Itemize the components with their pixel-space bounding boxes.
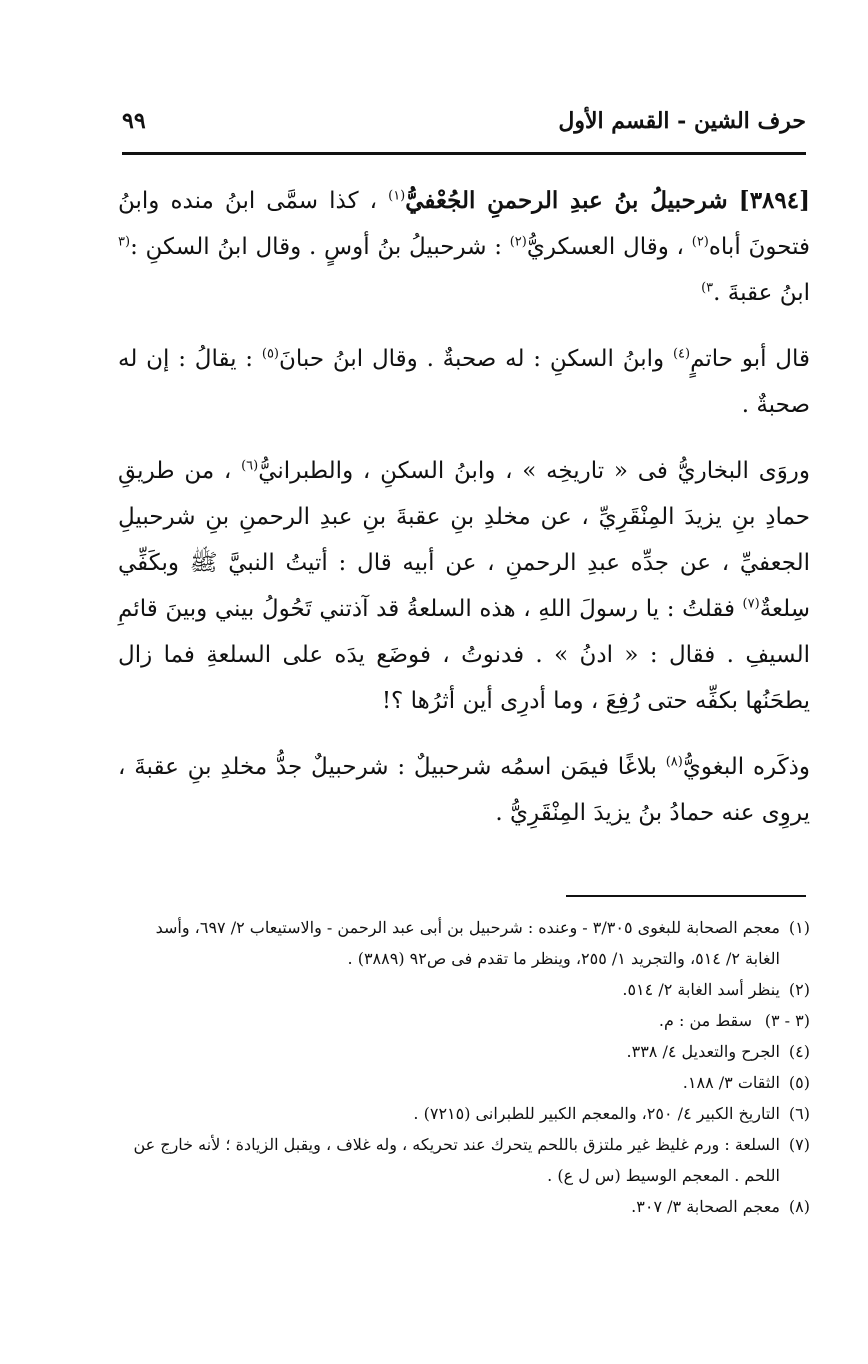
text-run: ، من طريقِ حمادِ بنِ يزيدَ المِنْقَرِيِّ ، عن مخلدِ بنِ عقبةَ بنِ عبدِ الرحمنِ بنِ شرحبيلِ الجعفيِّ ، عن جدِّه عبدِ الرحمنِ ، عن أبيه قال : أتيتُ النبيَّ ﷺ وبكَفِّي سِلعةٌ	[118, 458, 810, 622]
text-run: وروَى البخاريُّ فى « تاريخِه » ، وابنُ السكنِ ، والطبرانيُّ	[258, 458, 811, 484]
footnote-ref[interactable]: (٨)	[665, 754, 683, 770]
footnote-ref[interactable]: (١)	[388, 188, 406, 204]
paragraph-1	[118, 178, 810, 316]
footnote-ref[interactable]: (٧)	[742, 596, 760, 612]
footnote-text: سقط من : م.	[658, 1011, 752, 1030]
text-run: ابنُ عقبةَ .	[713, 280, 810, 306]
footnote-6	[118, 1098, 810, 1129]
footnote-number: (٦)	[788, 1104, 810, 1123]
page-header	[122, 108, 806, 146]
page-number: ٩٩	[122, 108, 146, 134]
footnote-4	[118, 1036, 810, 1067]
footnote-number: (٤)	[788, 1042, 810, 1061]
text-run: ، وقال العسكريُّ	[526, 234, 684, 260]
footnote-text: معجم الصحابة ٣/ ٣٠٧.	[631, 1197, 780, 1216]
footnote-number: (٥)	[788, 1073, 810, 1092]
paragraph-4	[118, 744, 810, 836]
text-run: فقلتُ : يا رسولَ اللهِ ، هذه السلعةُ قد آذتني تَحُولُ بيني وبينَ قائمِ السيفِ . فقال : « ادنُ » . فدنوتُ ، فوضَع يدَه على السلعةِ فما زال يطحَنُها بكفِّه حتى رُفِعَ ، وما أدرِى أين أثرُها ؟!	[118, 596, 810, 714]
text-run: بلاغًا فيمَن اسمُه شرحبيلٌ : شرحبيلٌ جدُّ مخلدِ بنِ عقبةَ ، يروِى عنه حمادُ بنُ يزيدَ المِنْقَرِيُّ .	[118, 754, 810, 826]
footnote-ref[interactable]: ٣)	[701, 280, 714, 296]
footnote-text: السلعة : ورم غليظ غير ملتزق باللحم يتحرك عند تحريكه ، وله غلاف ، ويقبل الزيادة ؛ لأنه خارج عن اللحم . المعجم الوسيط (س ل ع) .	[133, 1135, 780, 1185]
running-title: حرف الشين - القسم الأول	[558, 108, 806, 134]
paragraph-3	[118, 448, 810, 724]
footnote-number: (١)	[788, 918, 810, 937]
text-run: قال أبو حاتمٍ	[690, 346, 811, 372]
footnote-text: الثقات ٣/ ١٨٨.	[682, 1073, 780, 1092]
footnote-5	[118, 1067, 810, 1098]
footnotes	[118, 912, 810, 1222]
footnote-number: (٨)	[788, 1197, 810, 1216]
footnote-text: الجرح والتعديل ٤/ ٣٣٨.	[626, 1042, 780, 1061]
footnote-ref[interactable]: (٢)	[509, 234, 527, 250]
text-run: وابنُ السكنِ	[549, 346, 665, 372]
footnote-ref[interactable]: (٥)	[261, 346, 279, 362]
footnote-number: (٣ - ٣)	[764, 1011, 810, 1030]
footnote-3	[118, 1005, 810, 1036]
footnote-7	[118, 1129, 810, 1191]
text-run: : له صحبةٌ . وقال ابنُ حبانَ	[279, 346, 542, 372]
text-run: وذكَره البغويُّ	[682, 754, 811, 780]
footnote-ref[interactable]: (٦)	[241, 458, 259, 474]
footnote-number: (٧)	[788, 1135, 810, 1154]
footnote-ref[interactable]: (٢)	[691, 234, 709, 250]
header-rule	[122, 152, 806, 155]
footnote-2	[118, 974, 810, 1005]
footnote-number: (٢)	[788, 980, 810, 999]
paragraph-2	[118, 336, 810, 428]
footnote-ref[interactable]: (٣	[118, 234, 131, 250]
entry-name: شرحبيلُ بنُ عبدِ الرحمنِ الجُعْفيُّ	[405, 187, 728, 214]
text-run: : شرحبيلُ بنُ أوسٍ . وقال ابنُ السكنِ :	[130, 234, 502, 260]
footnote-1	[118, 912, 810, 974]
footnote-text: معجم الصحابة للبغوى ٣/٣٠٥ - وعنده : شرحبيل بن أبى عبد الرحمن - والاستيعاب ٢/ ٦٩٧، وأسد الغابة ٢/ ٥١٤، والتجريد ١/ ٢٥٥، وينظر ما تقدم فى ص٩٢ (٣٨٨٩) .	[155, 918, 780, 968]
entry-number: [٣٨٩٤]	[738, 187, 810, 214]
main-text	[118, 178, 810, 856]
footnote-text: التاريخ الكبير ٤/ ٢٥٠، والمعجم الكبير للطبرانى (٧٢١٥) .	[413, 1104, 780, 1123]
text-run: : يقالُ : إن له صحبةٌ .	[118, 346, 810, 418]
footnote-8	[118, 1191, 810, 1222]
footnote-rule	[566, 895, 806, 897]
text-run: ، كذا سمَّى ابنُ منده وابنُ فتحونَ أباه	[118, 188, 811, 260]
footnote-text: ينظر أسد الغابة ٢/ ٥١٤.	[622, 980, 780, 999]
footnote-ref[interactable]: (٤)	[672, 346, 691, 362]
